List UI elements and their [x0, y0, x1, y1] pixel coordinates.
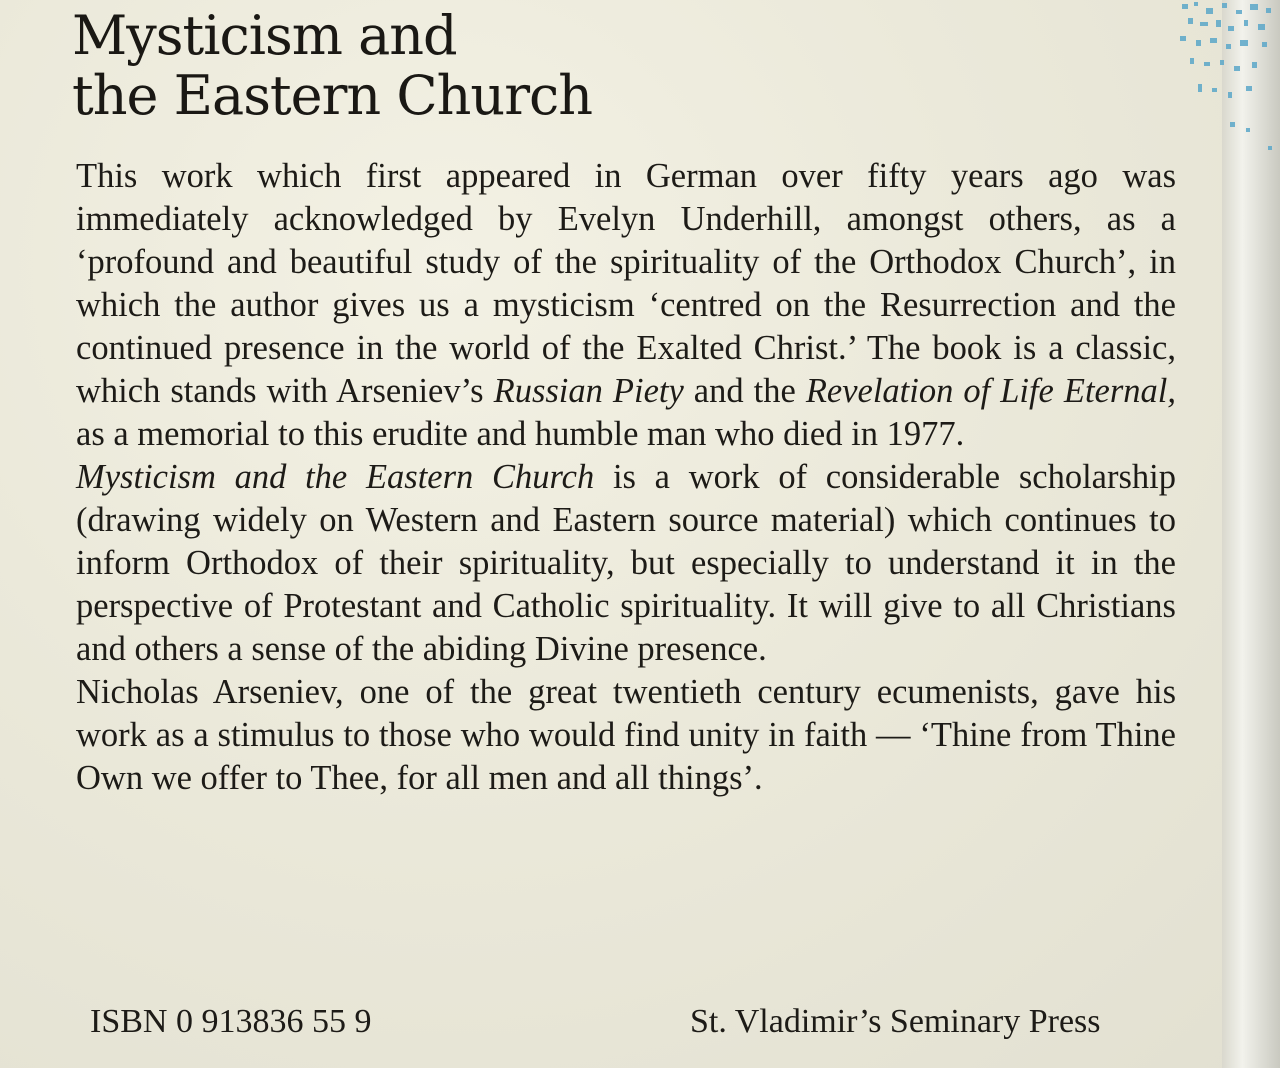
blurb-paragraph-1: This work which first appeared in German over fifty years ago was immediately acknowledged by Evelyn Underhill, amongst others, as a ‘profound and beautiful study of the spirituality of the Orthodox Church’, in which the author gives us a mysticism ‘centred on the Resurrection and the continued presence in the world of the Exalted Christ.’ The book is a classic, which stands with Arseniev’s Russian Piety and the Revelation of Life Eternal, as a memorial to this erudite and humble man who died in 1977.	[76, 157, 1176, 453]
blurb-paragraph-3: Nicholas Arseniev, one of the great twentieth century ecumenists, gave his work as a stimulus to those who would find unity in faith — ‘Thine from Thine Own we offer to Thee, for all men and all things’.	[76, 673, 1176, 797]
title-line-1: Mysticism and	[72, 4, 457, 67]
blurb-text	[76, 155, 1176, 800]
italic-title-russian-piety: Russian Piety	[493, 372, 684, 410]
italic-title-revelation: Revelation of Life Eternal,	[805, 372, 1176, 410]
isbn-number: ISBN 0 913836 55 9	[90, 1003, 372, 1040]
italic-book-title: Mysticism and the Eastern Church	[76, 458, 595, 496]
blurb-paragraph-2: Mysticism and the Eastern Church is a work of considerable scholarship (drawing widely on Western and Eastern source material) which continues to inform Orthodox of their spirituality, but especially to understand it in the perspective of Protestant and Catholic spirituality. It will give to all Christians and others a sense of the abiding Divine presence.	[76, 458, 1176, 668]
title-line-2: the Eastern Church	[72, 64, 593, 127]
publisher-name: St. Vladimir’s Seminary Press	[690, 1003, 1101, 1040]
cover-edge	[1222, 0, 1280, 1068]
book-title	[72, 6, 592, 126]
blue-pattern-decoration	[1176, 0, 1280, 150]
